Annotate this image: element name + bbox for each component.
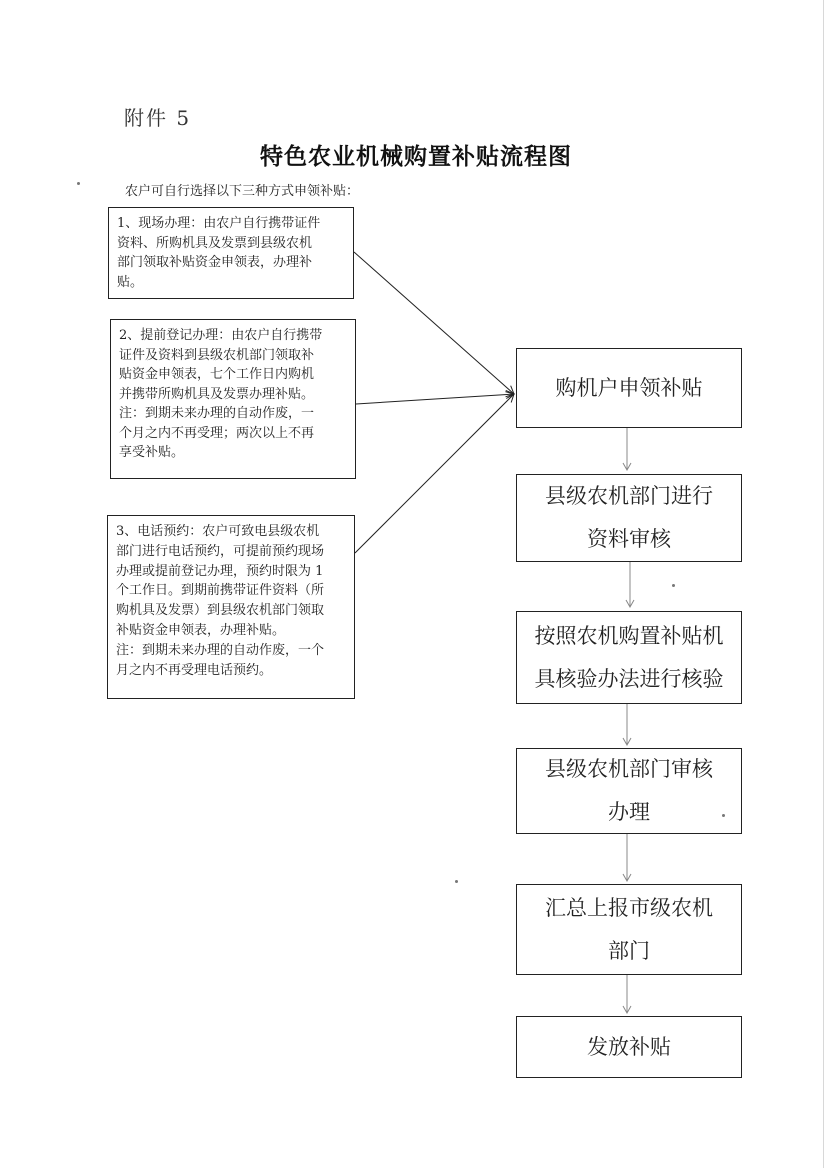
option-text-line: 部门领取补贴资金申领表，办理补 <box>117 255 313 270</box>
option-box-onsite <box>108 207 354 299</box>
step-county-document-review <box>516 474 742 562</box>
option-text-line: 办理或提前登记办理，预约时限为 1 <box>116 563 324 579</box>
step-text-line: 办理 <box>608 800 650 824</box>
option-text-line: 贴。 <box>117 274 144 290</box>
option-text-line: 注：到期未来办理的自动作废，一 <box>119 406 315 421</box>
option-text-line: 证件及资料到县级农机部门领取补 <box>119 347 315 363</box>
scan-speck <box>672 584 675 587</box>
option-text-line: 1、现场办理：由农户自行携带证件 <box>117 216 321 231</box>
connector-option2 <box>356 394 514 404</box>
step-text-line: 部门 <box>608 938 650 963</box>
step-text-line: 按照农机购置补贴机 <box>534 623 724 648</box>
step-text-line: 资料审核 <box>587 527 671 551</box>
option-text-line: 并携带所购机具及发票办理补贴。 <box>119 386 315 402</box>
step-text-line: 县级农机部门审核 <box>545 757 713 781</box>
step-machine-verification <box>516 611 742 704</box>
option-box-preregister <box>110 319 356 479</box>
attachment-label: 附件 5 <box>124 106 192 130</box>
step-text-line: 发放补贴 <box>587 1034 671 1059</box>
option-text-line: 月之内不再受理电话预约。 <box>116 662 273 678</box>
flowchart-title: 特色农业机械购置补贴流程图 <box>260 144 572 170</box>
step-text-line: 汇总上报市级农机 <box>545 895 713 920</box>
step-county-approval <box>516 748 742 834</box>
scan-speck <box>77 182 80 185</box>
connector-option1 <box>354 252 514 394</box>
option-text-line: 个工作日。到期前携带证件资料（所 <box>116 583 325 599</box>
option-text-line: 注：到期未来办理的自动作废，一个 <box>116 642 325 658</box>
step-text-line: 县级农机部门进行 <box>545 484 713 508</box>
intro-text: 农户可自行选择以下三种方式申领补贴： <box>125 184 360 199</box>
option-text-line: 补贴资金申领表，办理补贴。 <box>116 622 286 638</box>
option-text-line: 部门进行电话预约，可提前预约现场 <box>116 543 325 559</box>
connector-option3 <box>355 394 514 553</box>
option-text-line: 2、提前登记办理：由农户自行携带 <box>119 328 323 343</box>
option-text-line: 购机具及发票）到县级农机部门领取 <box>116 603 325 619</box>
scan-speck <box>455 880 458 883</box>
option-box-phone-reservation <box>107 515 355 699</box>
step-report-to-city <box>516 884 742 975</box>
option-text-line: 资料、所购机具及发票到县级农机 <box>117 235 313 251</box>
option-text-line: 贴资金申领表，七个工作日内购机 <box>119 367 315 382</box>
step-issue-subsidy <box>516 1016 742 1078</box>
option-text-line: 享受补贴。 <box>119 445 185 460</box>
step-apply-subsidy <box>516 348 742 428</box>
step-text-line: 具核验办法进行核验 <box>534 666 724 691</box>
option-text-line: 个月之内不再受理；两次以上不再 <box>119 425 315 441</box>
option-text-line: 3、电话预约：农户可致电县级农机 <box>116 524 320 539</box>
scan-speck <box>722 814 725 817</box>
step-text-line: 购机户申领补贴 <box>555 375 703 400</box>
